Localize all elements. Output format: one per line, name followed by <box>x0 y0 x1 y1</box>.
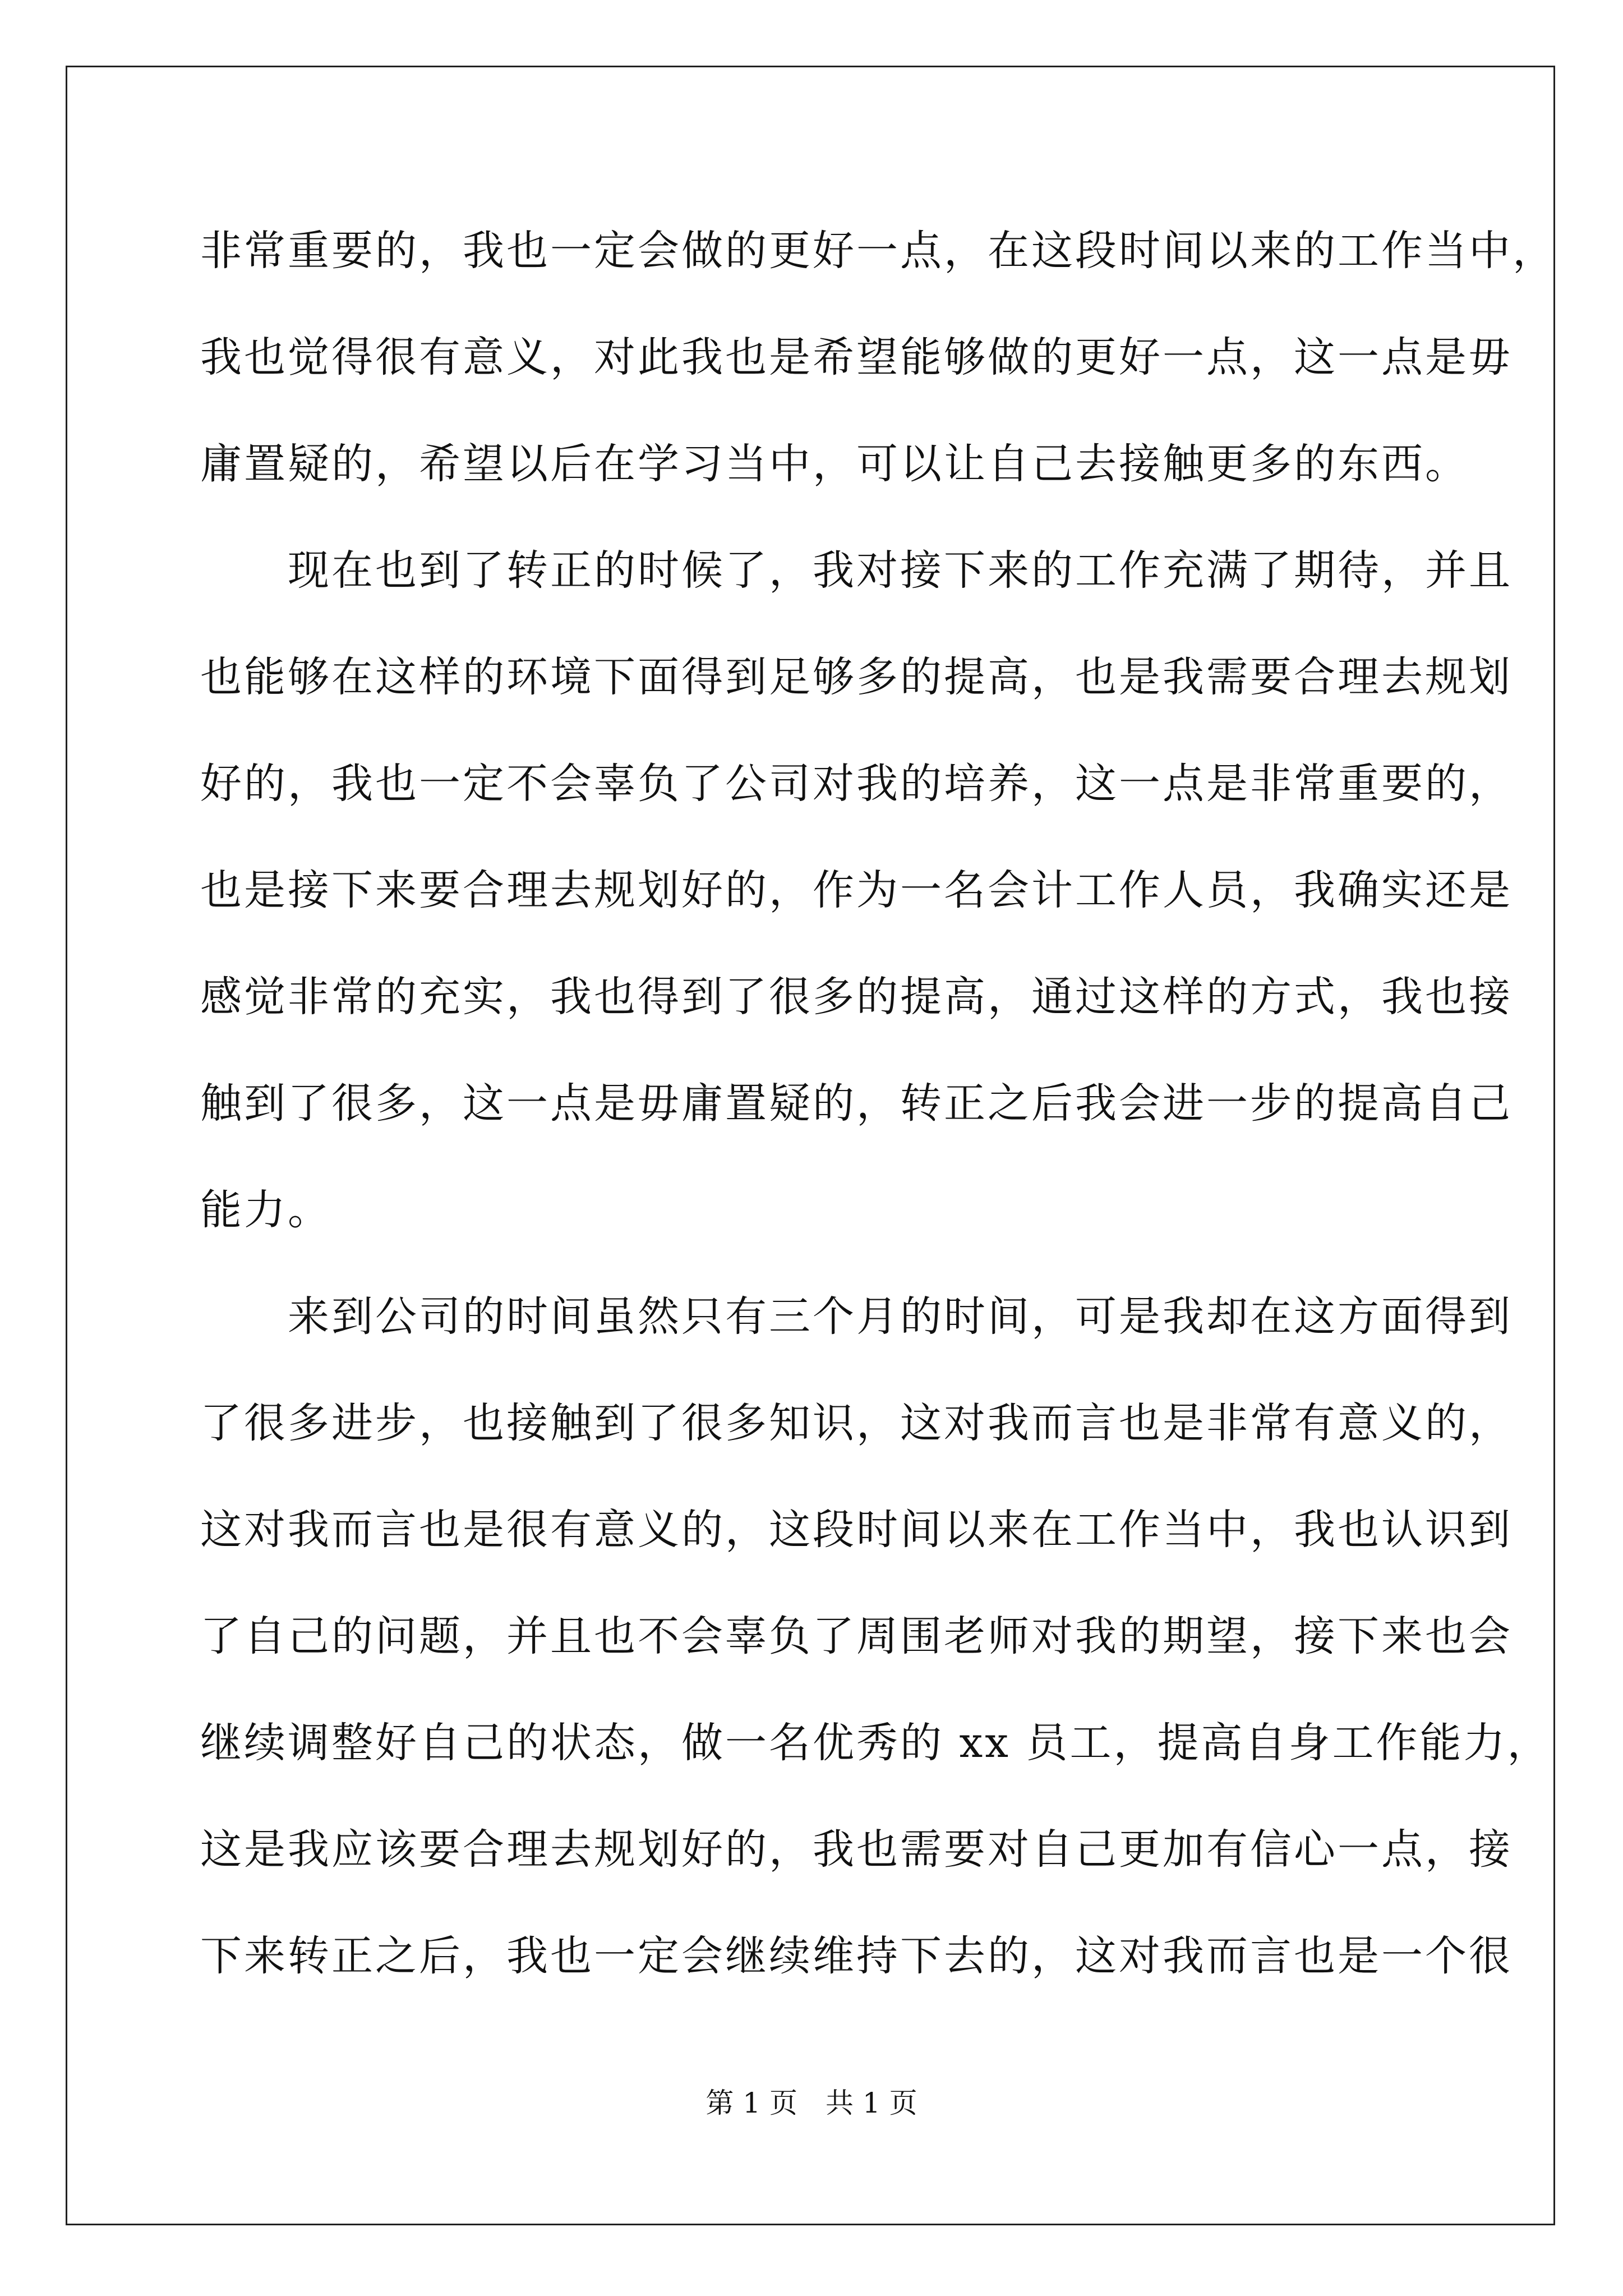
text-line-16: 这是我应该要合理去规划好的，我也需要对自己更加有信心一点，接 <box>200 1825 1513 1874</box>
text-line-3: 庸置疑的，希望以后在学习当中，可以让自己去接触更多的东西。 <box>200 440 1469 488</box>
text-line-2: 我也觉得很有意义，对此我也是希望能够做的更好一点，这一点是毋 <box>200 333 1513 381</box>
text-line-14: 了自己的问题，并且也不会辜负了周围老师对我的期望，接下来也会 <box>200 1612 1513 1660</box>
text-line-9: 触到了很多，这一点是毋庸置疑的，转正之后我会进一步的提高自己 <box>200 1079 1513 1128</box>
text-line-1: 非常重要的，我也一定会做的更好一点，在这段时间以来的工作当中， <box>200 227 1556 275</box>
text-line-17: 下来转正之后，我也一定会继续维持下去的，这对我而言也是一个很 <box>200 1932 1513 1980</box>
text-line-8: 感觉非常的充实，我也得到了很多的提高，通过这样的方式，我也接 <box>200 973 1513 1021</box>
text-line-12: 了很多进步，也接触到了很多知识，这对我而言也是非常有意义的， <box>200 1399 1513 1447</box>
text-line-15: 继续调整好自己的状态，做一名优秀的 xx 员工，提高自身工作能力， <box>200 1719 1551 1767</box>
text-line-11: 来到公司的时间虽然只有三个月的时间，可是我却在这方面得到 <box>200 1292 1513 1341</box>
text-line-13: 这对我而言也是很有意义的，这段时间以来在工作当中，我也认识到 <box>200 1506 1513 1554</box>
document-body <box>200 209 1556 2021</box>
text-line-4: 现在也到了转正的时候了，我对接下来的工作充满了期待，并且 <box>200 546 1513 595</box>
text-line-10: 能力。 <box>200 1186 331 1234</box>
page-footer: 第 1 页 共 1 页 <box>706 2087 917 2119</box>
text-line-6: 好的，我也一定不会辜负了公司对我的培养，这一点是非常重要的， <box>200 760 1513 808</box>
text-line-7: 也是接下来要合理去规划好的，作为一名会计工作人员，我确实还是 <box>200 866 1513 914</box>
text-line-5: 也能够在这样的环境下面得到足够多的提高，也是我需要合理去规划 <box>200 653 1513 701</box>
